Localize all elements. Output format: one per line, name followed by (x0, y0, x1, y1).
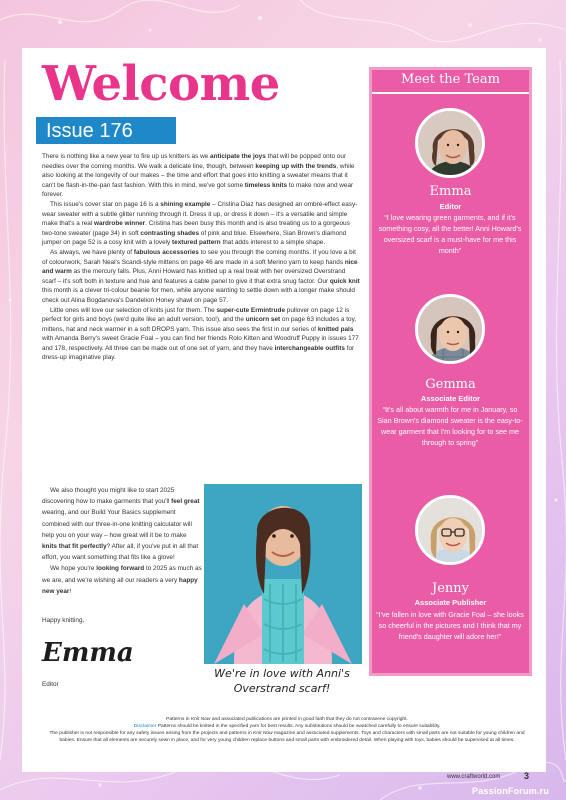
page-number: 3 (524, 771, 530, 781)
team-divider (372, 92, 529, 94)
issue-number: Issue 176 (46, 120, 133, 142)
safety-line: The publisher is not responsible for any safety issues arising from the projects and patterns in Knit Now magazine and associated supplements. Toys and characters with small parts are not suitable for young children and babies. Ensure that all elements are securely sewn in place, and for very young children replace buttons and small parts with embroidered detail. When playing with toys, babies should be supervised at all times. (49, 731, 525, 743)
member-role: Associate Publisher (414, 598, 487, 607)
emma-avatar (415, 108, 485, 178)
page-title: Welcome (42, 56, 280, 112)
scarf-photo (204, 484, 362, 664)
legal-footer (42, 716, 532, 744)
editorial-paragraph: As always, we have plenty of fabulous accessories to see you through the coming months. If you love a bit of colourwork, Sarah Neal's Scandi-style mittens on page 46 are made in a soft Merino yarn to keep hands nice and warm as the mercury falls. Plus, Anni Howard has knitted up a real treat with her oversized Overstrand scarf – it's soft both in texture and hue and features a cable panel to give it that extra snug factor. Our quick knit this month is a clever tri-colour beanie for men, while anyone wanting to settle down with a longer make should check out Alina Bogdanova's Dandelion Honey shawl on page 57. (42, 248, 360, 304)
team-title: Meet the Team (401, 72, 500, 87)
member-name: Gemma (425, 377, 476, 392)
watermark: PassionForum.ru (472, 786, 550, 796)
member-quote: “I love wearing green garments, and if it's something cosy, all the better! Anni Howard's oversized scarf is a must-have for me this month” (378, 213, 522, 255)
signature-role: Editor (42, 681, 59, 688)
member-quote: “I've fallen in love with Gracie Foal – she looks so cheerful in the pictures and I think that my friend's daughter will adore her!” (376, 610, 524, 641)
member-name: Jenny (432, 581, 469, 596)
editorial-body (42, 152, 360, 363)
editorial-paragraph: We hope you're looking forward to 2025 as much as we are, and we're wishing all our readers a very happy new year! (42, 565, 202, 595)
editorial-paragraph: There is nothing like a new year to fire up us knitters as we anticipate the joys that will be popped onto our needles over the coming months. We walk a delicate line, though, between keeping up with the trends, while also looking at the longevity of our makes – the time and effort that goes into knitting a sweater means that it can't be flash-in-the-pan fast fashion. With this in mind, we've got some timeless knits to make now and wear forever. (42, 153, 355, 199)
member-role: Associate Editor (420, 394, 481, 403)
member-role: Editor (439, 202, 462, 211)
website-link[interactable]: www.craftworld.com (447, 774, 501, 780)
copyright-line: Patterns in Knit Now and associated publications are printed in good faith that they do not contravene copyright. (166, 717, 408, 722)
gemma-avatar (415, 294, 485, 364)
member-quote: “It's all about warmth for me in January, so Sian Brown's diamond sweater is the easy-to-wear garment that I'm looking for to see me through to spring” (377, 405, 523, 447)
editorial-paragraph: Little ones will love our selection of knits just for them. The super-cute Ermintrude pullover on page 12 is perfect for girls and boys (we'd quite like an adult version, too!), and the unicorn set on page 63 includes a toy, mittens, hat and neck warmer in a soft DROPS yarn. This issue also sees the first in our series of knitted pals with Amanda Berry's sweet Gracie Foal – you can find her friends Rolo Kitten and Woodruff Puppy in issues 177 and 178, respectively. All three can be made out of one set of yarn, and they have interchangeable outfits for dress-up imaginative play. (42, 306, 359, 362)
photo-caption: We're in love with Anni's Overstrand scarf! (214, 667, 350, 695)
editorial-closing (42, 485, 202, 597)
member-name: Emma (429, 184, 472, 199)
disclaimer-line: Disclaimer Patterns should be knitted in the specified yarn for best results. Any substitutions should be swatched carefully to ensure suitability. (133, 724, 441, 729)
editorial-paragraph: This issue's cover star on page 16 is a shining example – Cristina Diaz has designed an ombré-effect easy-wear sweater with a subtle glitter running through it. Dress it up, or dress it down – it's a versatile and simple make that's a real wardrobe winner. Cristina has been busy this month and is also treating us to a gorgeous two-tone sweater (page 34) in soft contrasting shades of pink and blue. Elsewhere, Sian Brown's diamond jumper on page 52 is a cosy knit with a lovely textured pattern that adds interest to a simple shape. (42, 200, 358, 247)
sign-off: Happy knitting, (42, 617, 85, 624)
jenny-avatar (415, 495, 485, 565)
editor-signature: Emma (42, 638, 134, 668)
editorial-paragraph: We also thought you might like to start 2025 discovering how to make garments that you'll feel great wearing, and our Build Your Basics supplement combined with our three-in-one knitting calculator will help you on your way – how great will it be to make knits that fit perfectly? After all, if you've put in all that effort, you want something that fits like a glove! (42, 487, 200, 562)
